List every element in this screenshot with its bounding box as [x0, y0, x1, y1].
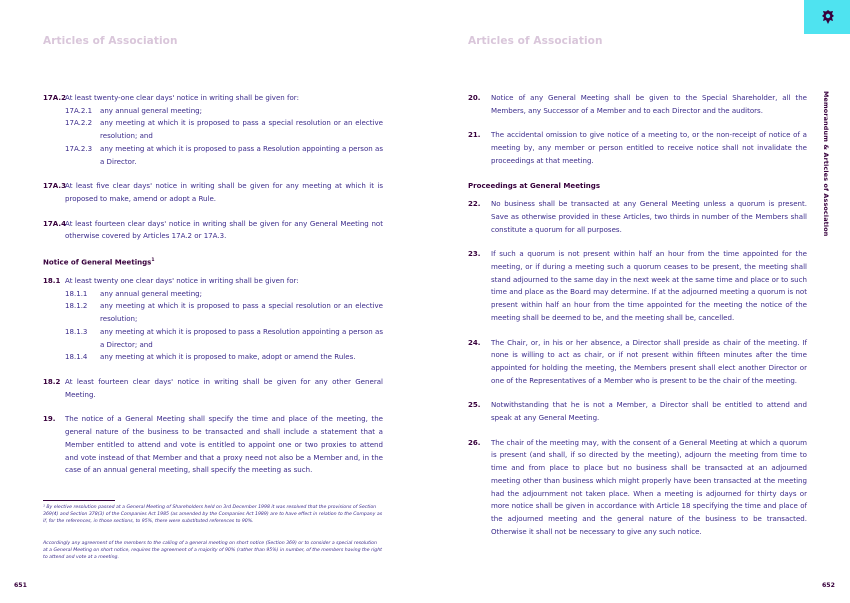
left-running-header: Articles of Association [43, 35, 178, 47]
article-21 [468, 129, 807, 167]
article-text: At least fourteen clear days' notice in writing shall be given for any General Meeting not otherwise covered by Articles 17A.2 or 17A.3. [65, 218, 383, 241]
article-text: Notice of any General Meeting shall be given to the Special Shareholder, all the Members, any Successor of a Member and to each Director and the auditors. [491, 93, 807, 115]
article-number: 17A.2 [43, 93, 66, 102]
item-number: 17A.2.2 [65, 118, 93, 128]
article-number: 17A.4 [43, 218, 66, 228]
item-number: 18.1.4 [65, 352, 88, 362]
article-number: 23. [468, 249, 481, 259]
list-item [65, 300, 383, 325]
section-heading-notice [43, 255, 383, 269]
right-running-header: Articles of Association [468, 35, 603, 47]
section-heading-proceedings: Proceedings at General Meetings [468, 180, 601, 190]
item-text: any annual general meeting; [100, 288, 203, 298]
article-text: The chair of the meeting may, with the consent of a General Meeting at which a quorum is present (and shall, if so directed by the meeting), adjourn the meeting from time to time and from place to place but no business shall be transacted at an adjourned meeting other than business which might properly have been transacted at the meeting had the adjournment not taken place. When a meeting is adjourned for thirty days or more notice shall be given in accordance with Article 18 specifying the time and place of the adjourned meeting and the general nature of the business to be transacted. Otherwise it shall not be necessary to give any such notice. [491, 437, 807, 536]
list-item [65, 326, 383, 351]
footnote-1: ¹ By elective resolution passed at a General Meeting of Shareholders held on 3rd December 1998 it was resolved that the provisions of Section 369(4) and Section 378(3) of the Companies Act 1985 (as amended by the Companies Act 1989) are to have effect in relation to the Company as if, for the references, in those sections, to 95%, there were substituted references to 90%. [43, 505, 383, 525]
article-number: 17A.3 [43, 181, 66, 191]
footnote-rule [43, 500, 115, 501]
side-title: Memorandum & Articles of Association [822, 91, 830, 237]
item-text: any meeting at which it is proposed to pass a Resolution appointing a person as a Director. [100, 143, 383, 166]
page-number-left: 651 [14, 582, 27, 589]
article-text: The Chair, or, in his or her absence, a Director shall preside as chair of the meeting. If none is willing to act as chair, or if not present within fifteen minutes after the time appointed for holding the meeting, the Members present shall elect another Director or one of the Representatives of a Member who is present to be the chair of the meeting. [491, 337, 807, 385]
footnote-2: Accordingly any agreement of the members to the calling of a general meeting on short notice (Section 369) or to consider a special resolution at a General Meeting on short notice, requires the agreement of a majority of 90% (rather than 95%) in number, of the members having the right to attend and vote at a meeting. [43, 541, 382, 561]
left-column [43, 92, 383, 477]
footnote-ref: 1 [151, 258, 155, 264]
item-number: 17A.2.1 [65, 105, 93, 115]
article-24 [468, 337, 807, 388]
article-17a2 [43, 92, 383, 105]
item-text: any meeting at which it is proposed to pass a special resolution or an elective resolution; [100, 301, 383, 324]
article-text: No business shall be transacted at any General Meeting unless a quorum is present. Save as otherwise provided in these Articles, two thirds in number of the Members shall constitute a quorum for all purposes. [491, 199, 807, 234]
article-17a2-items [43, 105, 383, 169]
list-item [65, 117, 383, 142]
article-text: At least twenty one clear days' notice in writing shall be given for: [65, 276, 299, 286]
article-18-1 [43, 275, 383, 288]
article-17a3 [43, 180, 383, 205]
article-26 [468, 437, 807, 539]
article-17a4 [43, 218, 383, 243]
article-18-1-items [43, 288, 383, 364]
item-number: 17A.2.3 [65, 143, 93, 153]
item-number: 18.1.2 [65, 301, 88, 311]
article-number: 25. [468, 400, 481, 410]
item-number: 18.1.1 [65, 288, 88, 298]
item-text: any meeting at which it is proposed to pass a Resolution appointing a person as a Director; and [100, 326, 383, 349]
article-number: 18.2 [43, 377, 61, 386]
article-20 [468, 92, 807, 117]
article-number: 20. [468, 93, 481, 102]
article-22 [468, 198, 807, 236]
article-number: 19. [43, 414, 56, 424]
list-item [65, 351, 383, 364]
article-25 [468, 399, 807, 424]
list-item [65, 288, 383, 301]
article-text: At least twenty-one clear days' notice in writing shall be given for: [65, 93, 299, 102]
premier-league-lion-icon [821, 9, 835, 25]
heading-text: Notice of General Meetings [43, 257, 152, 267]
article-number: 21. [468, 130, 481, 140]
article-number: 18.1 [43, 276, 61, 286]
article-number: 26. [468, 437, 481, 447]
article-23 [468, 248, 807, 324]
article-text: At least fourteen clear days' notice in writing shall be given for any other General Meeting. [65, 377, 383, 399]
article-text: If such a quorum is not present within half an hour from the time appointed for the meeting, or if during a meeting such a quorum ceases to be present, the meeting shall stand adjourned to the same day in the next week at the same time and place or to such time and place as the Board may determine. If at the adjourned meeting a quorum is not present within half an hour from the time appointed for the meeting the notice of the meeting shall be deemed to be, and the meeting shall be, cancelled. [491, 249, 807, 322]
page-number-right: 652 [822, 582, 835, 589]
item-number: 18.1.3 [65, 326, 88, 336]
item-text: any meeting at which it is proposed to make, adopt or amend the Rules. [100, 352, 356, 362]
article-text: The accidental omission to give notice of a meeting to, or the non-receipt of notice of a meeting by, any member or person entitled to receive notice shall not invalidate the proceedings at that meeting. [491, 130, 807, 165]
right-column [468, 92, 807, 538]
item-text: any meeting at which it is proposed to pass a special resolution or an elective resolution; and [100, 118, 383, 141]
article-text: At least five clear days' notice in writing shall be given for any meeting at which it is proposed to make, amend or adopt a Rule. [65, 181, 383, 203]
article-18-2 [43, 376, 383, 401]
article-text: Notwithstanding that he is not a Member, a Director shall be entitled to attend and speak at any General Meeting. [491, 400, 807, 423]
list-item [65, 143, 383, 168]
article-text: The notice of a General Meeting shall specify the time and place of the meeting, the general nature of the business to be transacted and shall include a statement that a Member entitled to attend and vote is entitled to appoint one or two proxies to attend and vote instead of that Member and that a proxy need not also be a Member and, in the case of an annual general meeting, shall specify the meeting as such. [65, 414, 383, 475]
list-item [65, 105, 383, 118]
article-number: 24. [468, 337, 481, 347]
item-text: any annual general meeting; [100, 105, 203, 115]
article-19 [43, 413, 383, 477]
article-number: 22. [468, 199, 481, 209]
